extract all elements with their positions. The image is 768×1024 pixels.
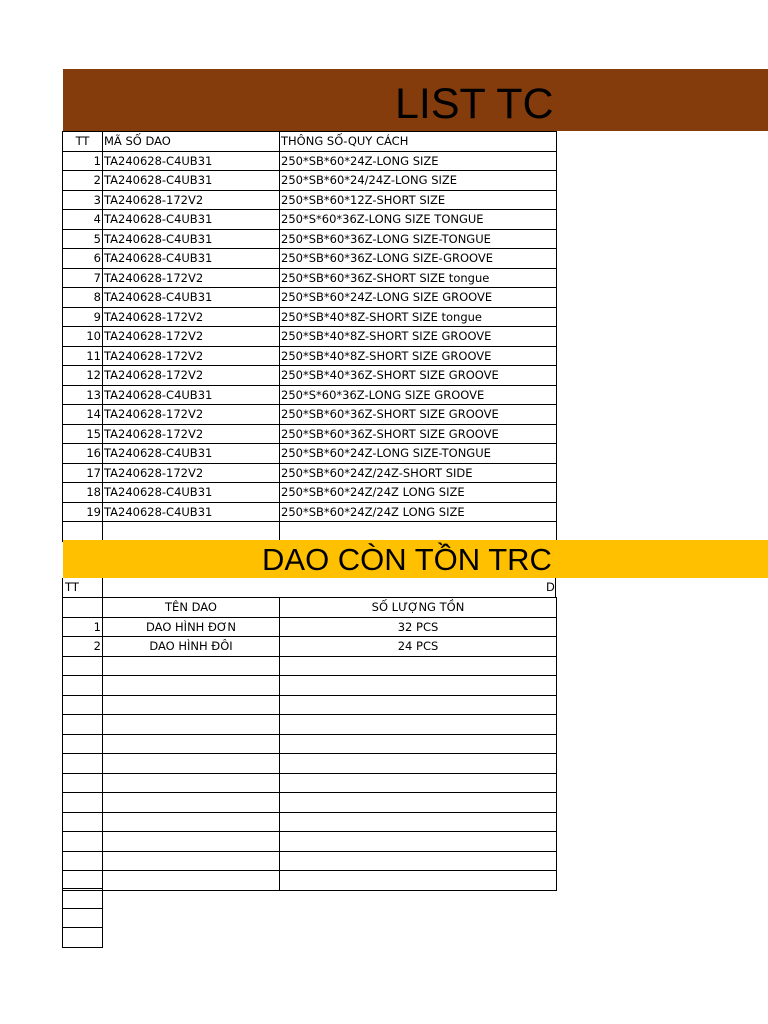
empty-cell — [63, 908, 103, 928]
table-row — [63, 307, 557, 327]
empty-cell — [103, 522, 280, 542]
empty-cell — [103, 871, 280, 891]
row-number: 9 — [63, 307, 103, 327]
empty-cell — [63, 812, 103, 832]
empty-cell — [103, 832, 280, 852]
knife-spec: 250*SB*60*36Z-LONG SIZE-GROOVE — [280, 249, 557, 269]
empty-row — [63, 793, 557, 813]
empty-row — [63, 676, 557, 696]
table-row — [63, 171, 557, 191]
knife-spec: 250*SB*60*36Z-SHORT SIZE tongue — [280, 268, 557, 288]
row-number: 5 — [63, 229, 103, 249]
empty-row — [63, 754, 557, 774]
table-row — [63, 346, 557, 366]
empty-cell — [103, 734, 280, 754]
header-tt: TT — [63, 132, 103, 152]
row-number: 6 — [63, 249, 103, 269]
knife-code: TA240628-C4UB31 — [103, 171, 280, 191]
stock-table — [62, 597, 557, 891]
empty-cell — [63, 793, 103, 813]
stock-quantity: 24 PCS — [280, 637, 557, 657]
row-number: 1 — [63, 151, 103, 171]
knife-spec: 250*SB*60*36Z-SHORT SIZE GROOVE — [280, 405, 557, 425]
table-row — [63, 502, 557, 522]
table-row — [63, 268, 557, 288]
empty-cell — [280, 773, 557, 793]
table-row — [63, 637, 557, 657]
empty-row — [63, 832, 557, 852]
knife-spec: 250*SB*60*24Z/24Z LONG SIZE — [280, 483, 557, 503]
knife-code: TA240628-C4UB31 — [103, 210, 280, 230]
empty-cell — [63, 773, 103, 793]
empty-row — [63, 695, 557, 715]
knife-spec: 250*S*60*36Z-LONG SIZE GROOVE — [280, 385, 557, 405]
stock-subheader-d: D — [546, 580, 555, 594]
table-row — [63, 151, 557, 171]
row-number: 17 — [63, 463, 103, 483]
empty-cell — [103, 793, 280, 813]
empty-row — [63, 773, 557, 793]
empty-cell — [63, 734, 103, 754]
empty-cell — [280, 522, 557, 542]
empty-cell — [280, 832, 557, 852]
knife-code: TA240628-C4UB31 — [103, 444, 280, 464]
row-number: 7 — [63, 268, 103, 288]
table-row — [63, 288, 557, 308]
knife-code: TA240628-172V2 — [103, 327, 280, 347]
empty-cell — [63, 851, 103, 871]
empty-cell — [280, 754, 557, 774]
row-number: 2 — [63, 637, 103, 657]
knife-code: TA240628-C4UB31 — [103, 385, 280, 405]
list-title-banner — [63, 69, 768, 131]
empty-cell — [280, 734, 557, 754]
empty-row — [63, 928, 103, 948]
table-row — [63, 385, 557, 405]
list-title: LIST TC — [395, 80, 554, 128]
knife-code: TA240628-172V2 — [103, 346, 280, 366]
row-number: 18 — [63, 483, 103, 503]
table-row — [63, 366, 557, 386]
knife-spec: 250*SB*40*36Z-SHORT SIZE GROOVE — [280, 366, 557, 386]
knife-spec: 250*SB*60*24Z-LONG SIZE GROOVE — [280, 288, 557, 308]
knife-spec: 250*SB*40*8Z-SHORT SIZE GROOVE — [280, 346, 557, 366]
empty-cell — [63, 889, 103, 909]
stock-quantity: 32 PCS — [280, 617, 557, 637]
empty-cell — [63, 715, 103, 735]
knife-code: TA240628-C4UB31 — [103, 288, 280, 308]
row-number: 10 — [63, 327, 103, 347]
knife-code: TA240628-172V2 — [103, 366, 280, 386]
knife-code: TA240628-172V2 — [103, 307, 280, 327]
empty-cell — [280, 851, 557, 871]
empty-cell — [103, 715, 280, 735]
row-number: 8 — [63, 288, 103, 308]
knife-code: TA240628-C4UB31 — [103, 249, 280, 269]
empty-row — [63, 908, 103, 928]
empty-cell — [280, 676, 557, 696]
stock-title-banner — [63, 540, 768, 578]
empty-cell — [103, 812, 280, 832]
knife-code: TA240628-C4UB31 — [103, 229, 280, 249]
stock-title: DAO CÒN TỒN TRC — [262, 542, 552, 577]
knife-code: TA240628-172V2 — [103, 405, 280, 425]
row-number: 13 — [63, 385, 103, 405]
header-code: MÃ SỐ DAO — [103, 132, 280, 152]
row-number: 12 — [63, 366, 103, 386]
header-tt — [63, 598, 103, 618]
table-row — [63, 405, 557, 425]
header-qty: SỐ LƯỢNG TỒN — [280, 598, 557, 618]
row-number: 4 — [63, 210, 103, 230]
table-header-row — [63, 598, 557, 618]
row-number: 19 — [63, 502, 103, 522]
table-row — [63, 249, 557, 269]
knife-code: TA240628-172V2 — [103, 190, 280, 210]
table-header-row — [63, 132, 557, 152]
knife-spec: 250*SB*60*36Z-LONG SIZE-TONGUE — [280, 229, 557, 249]
empty-row — [63, 812, 557, 832]
knife-spec: 250*SB*40*8Z-SHORT SIZE GROOVE — [280, 327, 557, 347]
empty-row — [63, 656, 557, 676]
knife-spec: 250*SB*60*24Z/24Z LONG SIZE — [280, 502, 557, 522]
row-number: 15 — [63, 424, 103, 444]
knife-name: DAO HÌNH ĐÔI — [103, 637, 280, 657]
empty-row — [63, 715, 557, 735]
empty-cell — [103, 754, 280, 774]
knife-code: TA240628-C4UB31 — [103, 151, 280, 171]
empty-cell — [63, 522, 103, 542]
empty-cell — [63, 928, 103, 948]
empty-cell — [280, 656, 557, 676]
knife-name: DAO HÌNH ĐƠN — [103, 617, 280, 637]
row-number: 11 — [63, 346, 103, 366]
empty-cell — [103, 851, 280, 871]
empty-cell — [280, 695, 557, 715]
knife-spec: 250*SB*60*24/24Z-LONG SIZE — [280, 171, 557, 191]
knife-code: TA240628-172V2 — [103, 424, 280, 444]
empty-row — [63, 851, 557, 871]
empty-cell — [63, 754, 103, 774]
empty-cell — [103, 695, 280, 715]
empty-cell — [63, 832, 103, 852]
empty-row — [63, 871, 557, 891]
knife-code: TA240628-172V2 — [103, 463, 280, 483]
stock-subheader-tt: TT — [65, 580, 79, 594]
empty-cell — [63, 676, 103, 696]
empty-row — [63, 734, 557, 754]
table-row — [63, 483, 557, 503]
knife-code: TA240628-C4UB31 — [103, 502, 280, 522]
knife-spec: 250*SB*60*36Z-SHORT SIZE GROOVE — [280, 424, 557, 444]
table-row — [63, 327, 557, 347]
stock-subheader-row — [62, 578, 556, 598]
empty-cell — [103, 676, 280, 696]
row-number: 14 — [63, 405, 103, 425]
table-row — [63, 617, 557, 637]
empty-cell — [280, 812, 557, 832]
empty-cell — [280, 871, 557, 891]
row-number: 2 — [63, 171, 103, 191]
empty-cell — [63, 656, 103, 676]
table-row — [63, 210, 557, 230]
table-row — [63, 229, 557, 249]
empty-cell — [63, 695, 103, 715]
knife-spec: 250*SB*60*24Z/24Z-SHORT SIDE — [280, 463, 557, 483]
empty-row — [63, 889, 103, 909]
table-row — [63, 424, 557, 444]
empty-cell — [280, 793, 557, 813]
empty-cell — [103, 656, 280, 676]
extra-rows-table — [62, 888, 103, 948]
knife-spec: 250*S*60*36Z-LONG SIZE TONGUE — [280, 210, 557, 230]
header-name: TÊN DAO — [103, 598, 280, 618]
knife-code: TA240628-172V2 — [103, 268, 280, 288]
knife-spec: 250*SB*60*12Z-SHORT SIZE — [280, 190, 557, 210]
empty-cell — [280, 715, 557, 735]
row-number: 3 — [63, 190, 103, 210]
knife-spec: 250*SB*60*24Z-LONG SIZE-TONGUE — [280, 444, 557, 464]
knife-spec: 250*SB*60*24Z-LONG SIZE — [280, 151, 557, 171]
header-spec: THÔNG SỐ-QUY CÁCH — [280, 132, 557, 152]
table-row — [63, 444, 557, 464]
empty-cell — [103, 773, 280, 793]
table-row — [63, 190, 557, 210]
row-number: 1 — [63, 617, 103, 637]
row-number: 16 — [63, 444, 103, 464]
knife-list-table — [62, 131, 557, 542]
table-row — [63, 463, 557, 483]
knife-code: TA240628-C4UB31 — [103, 483, 280, 503]
knife-spec: 250*SB*40*8Z-SHORT SIZE tongue — [280, 307, 557, 327]
empty-row — [63, 522, 557, 542]
